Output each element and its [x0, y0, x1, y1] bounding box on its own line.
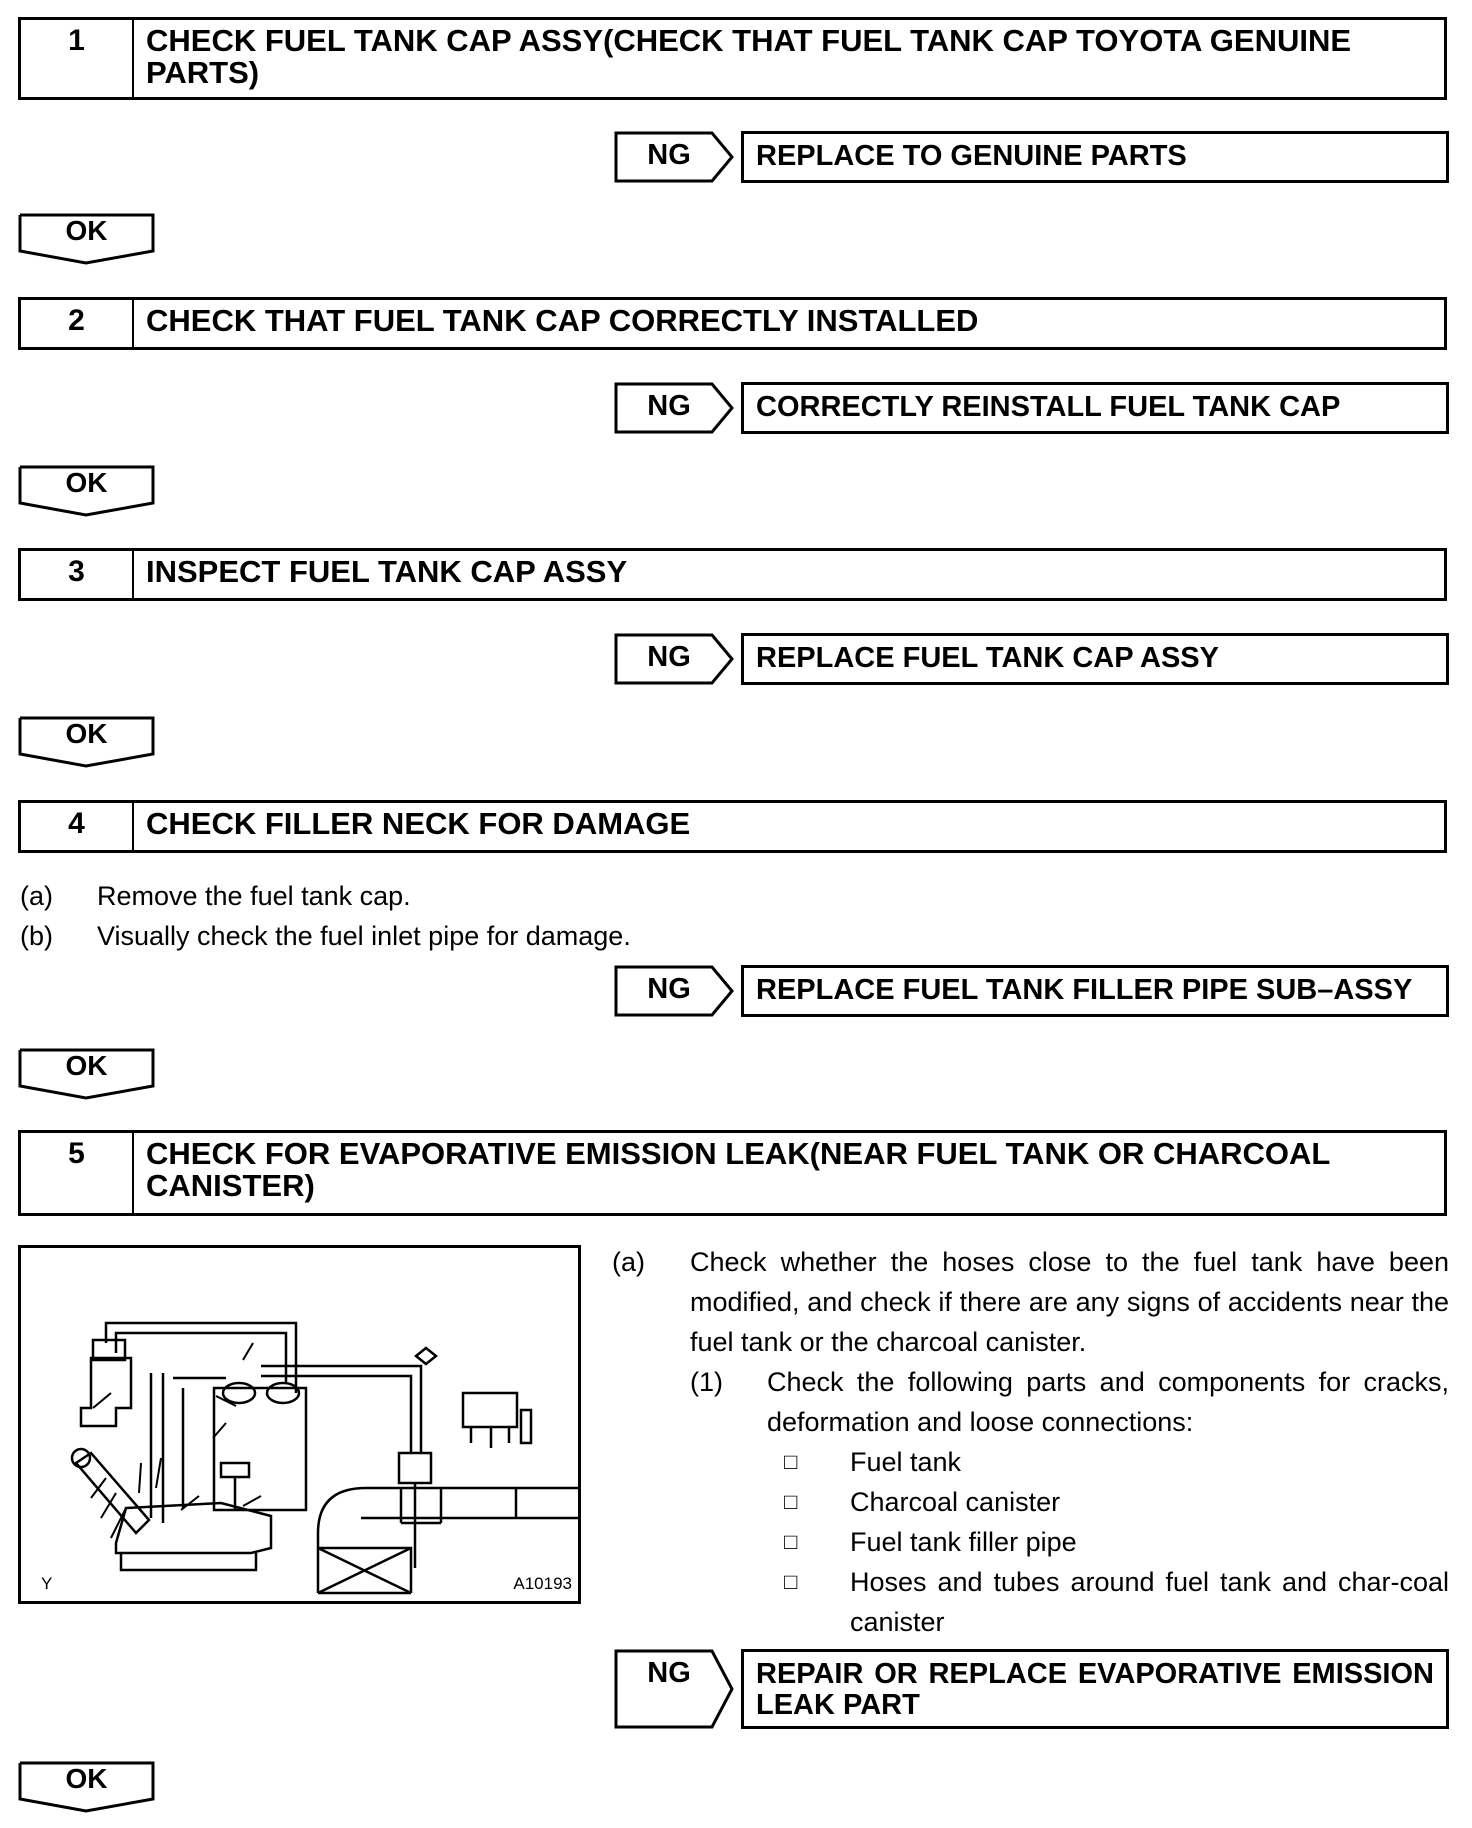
- bullet-icon: □: [784, 1569, 798, 1594]
- step-title: INSPECT FUEL TANK CAP ASSY: [146, 554, 628, 589]
- ng-tag: [614, 131, 734, 183]
- instruction-text: Remove the fuel tank cap.: [97, 881, 411, 911]
- figure-id: A10193: [513, 1574, 572, 1593]
- step-title: CHECK FOR EVAPORATIVE EMISSION LEAK(NEAR FUEL TANK OR CHARCOAL CANISTER): [146, 1136, 1330, 1203]
- ok-tag: [18, 1761, 155, 1813]
- instruction-label: (a): [612, 1247, 645, 1277]
- ok-tag: [18, 213, 155, 265]
- ok-label: OK: [65, 1050, 108, 1081]
- instruction-label: (a): [20, 881, 53, 911]
- fuel-system-figure: [18, 1245, 581, 1604]
- ng-label: NG: [647, 390, 691, 422]
- evap-system-diagram: [21, 1248, 578, 1601]
- step-number: 2: [21, 300, 134, 347]
- ok-tag: [18, 465, 155, 517]
- bullet-icon: □: [784, 1449, 798, 1474]
- step-title: CHECK FUEL TANK CAP ASSY(CHECK THAT FUEL TANK CAP TOYOTA GENUINE PARTS): [146, 23, 1352, 90]
- ng-label: NG: [647, 973, 691, 1005]
- step-number: 1: [21, 20, 134, 97]
- ng-tag: [614, 633, 734, 685]
- step-2-header: [18, 297, 1447, 350]
- checklist-item: Fuel tank: [850, 1447, 962, 1477]
- ng-label: NG: [647, 139, 691, 171]
- step-1-header: [18, 17, 1447, 100]
- step-4-header: [18, 800, 1447, 853]
- ng-tag: [614, 1649, 734, 1729]
- sub-instruction-text: Check the following parts and components for cracks, deformation and loose connections:: [767, 1367, 1449, 1437]
- instruction-text: Visually check the fuel inlet pipe for damage.: [97, 921, 631, 951]
- ng-result-box: REPLACE FUEL TANK FILLER PIPE SUB–ASSY: [741, 965, 1449, 1017]
- ng-result-box: REPLACE TO GENUINE PARTS: [741, 131, 1449, 183]
- ok-label: OK: [65, 718, 108, 749]
- step-title: CHECK THAT FUEL TANK CAP CORRECTLY INSTALLED: [146, 303, 979, 338]
- step-number: 4: [21, 803, 134, 850]
- bullet-icon: □: [784, 1489, 798, 1514]
- ok-label: OK: [65, 215, 108, 246]
- ng-label: NG: [647, 641, 691, 673]
- ng-result-box: CORRECTLY REINSTALL FUEL TANK CAP: [741, 382, 1449, 434]
- checklist-item: Hoses and tubes around fuel tank and char-coal canister: [850, 1567, 1449, 1637]
- ok-label: OK: [65, 467, 108, 498]
- instruction-label: (b): [20, 921, 53, 951]
- instruction-text: Check whether the hoses close to the fuel tank have been modified, and check if there are any signs of accidents near the fuel tank or the charcoal canister.: [690, 1247, 1449, 1357]
- step-number: 3: [21, 551, 134, 598]
- step-3-header: [18, 548, 1447, 601]
- ok-label: OK: [65, 1763, 108, 1794]
- ng-result-box: REPLACE FUEL TANK CAP ASSY: [741, 633, 1449, 685]
- ng-label: NG: [647, 1657, 691, 1689]
- ng-tag: [614, 382, 734, 434]
- step-number: 5: [21, 1133, 134, 1213]
- ok-tag: [18, 1048, 155, 1100]
- ok-tag: [18, 716, 155, 768]
- ng-tag: [614, 965, 734, 1017]
- bullet-icon: □: [784, 1529, 798, 1554]
- figure-corner-code: Y: [41, 1574, 53, 1593]
- ng-result-box: REPAIR OR REPLACE EVAPORATIVE EMISSION LEAK PART: [741, 1649, 1449, 1729]
- sub-instruction-label: (1): [690, 1367, 723, 1397]
- checklist-item: Charcoal canister: [850, 1487, 1061, 1517]
- checklist-item: Fuel tank filler pipe: [850, 1527, 1077, 1557]
- step-5-header: [18, 1130, 1447, 1216]
- step-title: CHECK FILLER NECK FOR DAMAGE: [146, 806, 691, 841]
